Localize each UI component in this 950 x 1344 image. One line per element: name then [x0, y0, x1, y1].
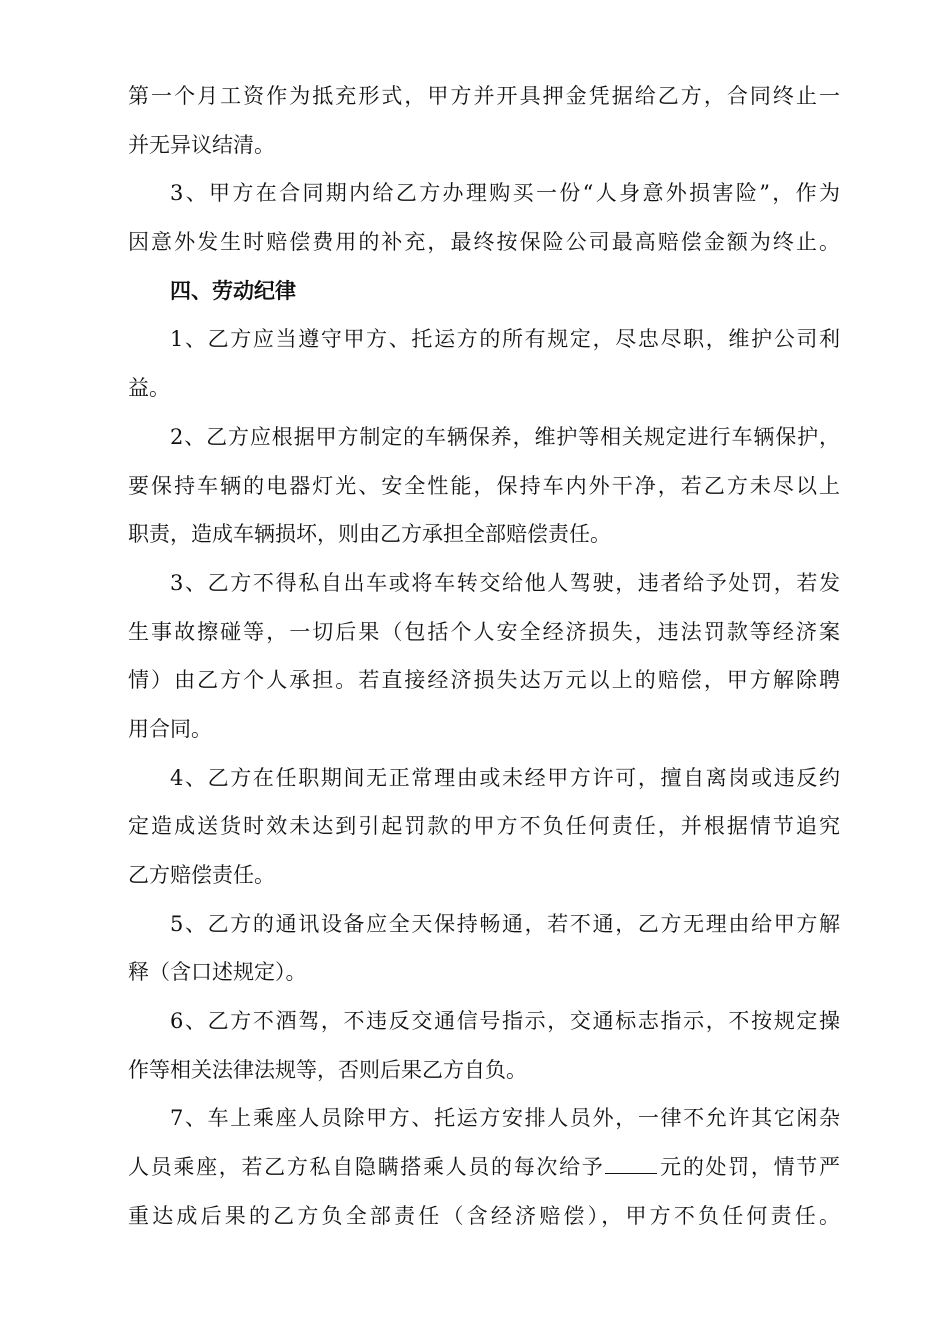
paragraph-line: 情）由乙方个人承担。若直接经济损失达万元以上的赔偿，甲方解除聘 — [128, 668, 840, 693]
paragraph-line: 并无异议结清。 — [128, 132, 275, 157]
paragraph-line: 生事故擦碰等，一切后果（包括个人安全经济损失，违法罚款等经济案 — [128, 619, 840, 644]
paragraph-line: 第一个月工资作为抵充形式，甲方并开具押金凭据给乙方，合同终止一 — [128, 84, 840, 108]
line-text-before-blank: 人员乘座，若乙方私自隐瞒搭乘人员的每次给予 — [128, 1155, 605, 1180]
paragraph-line: 乙方赔偿责任。 — [128, 863, 275, 887]
paragraph-line: 3、甲方在合同期内给乙方办理购买一份“人身意外损害险”，作为 — [170, 181, 840, 206]
paragraph-line: 重达成后果的乙方负全部责任（含经济赔偿），甲方不负任何责任。 — [128, 1203, 840, 1228]
paragraph-line: 7、车上乘座人员除甲方、托运方安排人员外，一律不允许其它闲杂 — [170, 1106, 840, 1131]
line-text-after-blank: 元的处罚，情节严 — [658, 1155, 841, 1180]
paragraph-line: 2、乙方应根据甲方制定的车辆保养，维护等相关规定进行车辆保护， — [170, 424, 840, 449]
paragraph-line: 5、乙方的通讯设备应全天保持畅通，若不通，乙方无理由给甲方解 — [170, 911, 840, 936]
paragraph-line: 用合同。 — [128, 716, 212, 741]
paragraph-line: 4、乙方在任职期间无正常理由或未经甲方许可，擅自离岗或违反约 — [170, 765, 840, 790]
paragraph-line: 益。 — [128, 376, 170, 401]
paragraph-line: 3、乙方不得私自出车或将车转交给他人驾驶，违者给予处罚，若发 — [170, 570, 840, 595]
paragraph-line: 6、乙方不酒驾，不违反交通信号指示，交通标志指示，不按规定操 — [170, 1009, 840, 1034]
document-page — [128, 72, 840, 1241]
section-heading: 四、劳动纪律 — [170, 277, 296, 303]
paragraph-line-with-blank — [128, 1143, 840, 1192]
paragraph-line: 因意外发生时赔偿费用的补充，最终按保险公司最高赔偿金额为终止。 — [128, 230, 840, 255]
paragraph-line: 释（含口述规定）。 — [128, 960, 307, 985]
paragraph-line: 职责，造成车辆损坏，则由乙方承担全部赔偿责任。 — [128, 522, 611, 547]
fill-in-blank — [605, 1149, 657, 1174]
paragraph-line: 要保持车辆的电器灯光、安全性能，保持车内外干净，若乙方未尽以上 — [128, 473, 840, 498]
paragraph-line: 1、乙方应当遵守甲方、托运方的所有规定，尽忠尽职，维护公司利 — [170, 327, 840, 352]
paragraph-line: 定造成送货时效未达到引起罚款的甲方不负任何责任，并根据情节追究 — [128, 814, 840, 839]
paragraph-line: 作等相关法律法规等，否则后果乙方自负。 — [128, 1057, 527, 1082]
